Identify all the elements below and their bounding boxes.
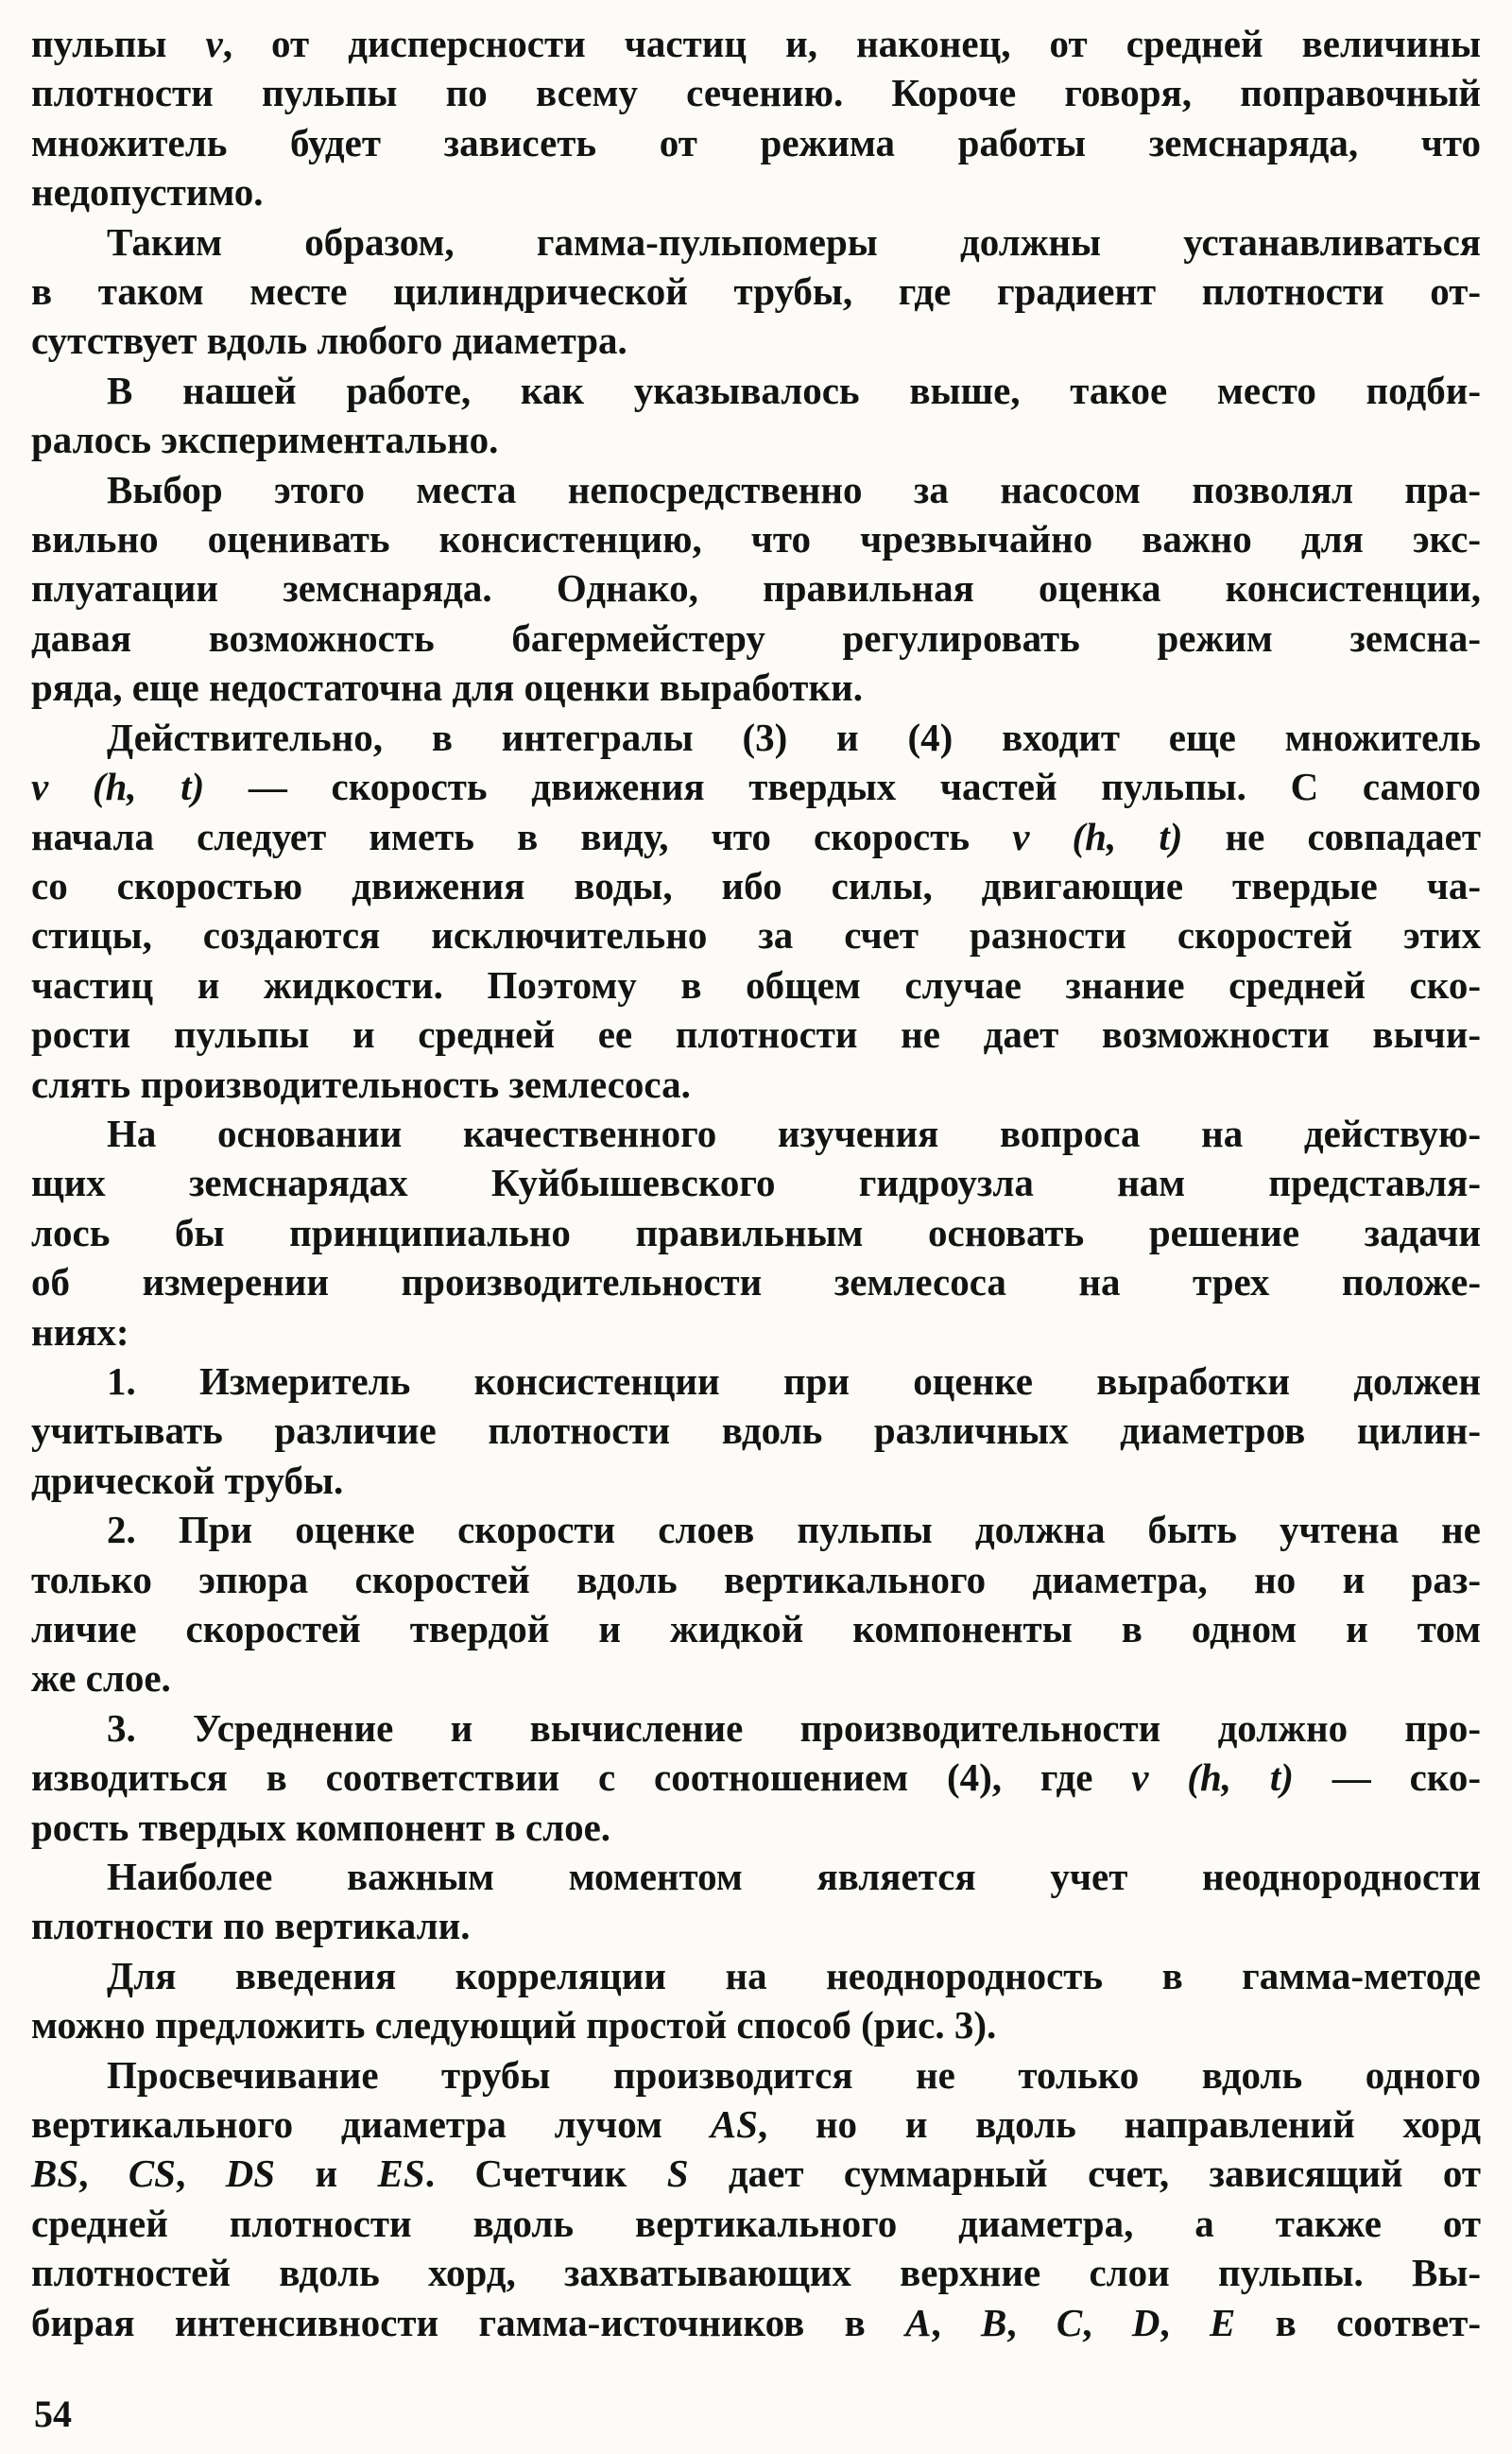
text-line: множитель будет зависеть от режима работы земснаряда, что [31, 120, 1481, 164]
italic-variable: D [1131, 2300, 1160, 2344]
paragraph [31, 19, 1481, 217]
text-line: 3. Усреднение и вычисление производительности должно про- [107, 1705, 1481, 1750]
text-line: рость твердых компонент в слое. [31, 1805, 611, 1849]
text-line: личие скоростей твердой и жидкой компоненты в одном и том [31, 1607, 1481, 1650]
italic-variable: ES [377, 2152, 425, 2196]
text-line: 2. При оценке скорости слоев пульпы должна быть учтена не [107, 1508, 1481, 1552]
text-line: вертикального диаметра лучом AS, но и вдоль направлений хорд [31, 2102, 1481, 2147]
paragraph [31, 713, 1481, 1109]
text-line: же слое. [31, 1656, 171, 1701]
paragraph [31, 2050, 1481, 2347]
text-line: Наиболее важным моментом является учет неоднородности [107, 1855, 1481, 1899]
text-line: Действительно, в интегралы (3) и (4) входит еще множитель [107, 715, 1481, 759]
text-line: только эпюра скоростей вдоль вертикального диаметра, но и раз- [31, 1557, 1481, 1601]
text-line: ралось экспериментально. [31, 418, 499, 462]
italic-variable: BS [31, 2152, 79, 2196]
italic-variable: C [1056, 2300, 1083, 2344]
paragraph [31, 217, 1481, 366]
text-line: бирая интенсивности гамма-источников в A, B, C, D, E в соответ- [31, 2300, 1482, 2344]
text-line: ниях: [31, 1309, 129, 1354]
text-line: ряда, еще недостаточна для оценки выработки. [31, 665, 863, 710]
text-line: Выбор этого места непосредственно за насосом позволял пра- [107, 467, 1481, 511]
paragraph [31, 1703, 1481, 1852]
text-line: изводиться в соответствии с соотношением (4), где v (h, t) — ско- [31, 1755, 1482, 1800]
italic-variable: E [1209, 2300, 1236, 2344]
text-line: в таком месте цилиндрической трубы, где градиент плотности от- [31, 269, 1481, 314]
text-line: начала следует иметь в виду, что скорость v (h, t) не совпадает [31, 814, 1481, 858]
text-line: давая возможность багермейстеру регулировать режим земсна- [31, 615, 1481, 660]
text-line: плотности по вертикали. [31, 1904, 471, 1948]
text-line: Для введения корреляции на неоднородность в гамма-методе [107, 1953, 1481, 1997]
text-line: В нашей работе, как указывалось выше, такое место подби- [107, 368, 1481, 412]
text-line: средней плотности вдоль вертикального диаметра, а также от [31, 2201, 1481, 2245]
text-line: Таким образом, гамма-пульпомеры должны устанавливаться [107, 219, 1481, 264]
text-line: лось бы принципиально правильным основать решение задачи [31, 1210, 1481, 1254]
paragraph [31, 1852, 1481, 1951]
text-line: можно предложить следующий простой способ (рис. 3). [31, 2003, 997, 2048]
text-line: щих земснарядах Куйбышевского гидроузла нам представля- [31, 1161, 1481, 1205]
italic-variable: B [980, 2300, 1007, 2344]
italic-variable: DS [225, 2152, 276, 2196]
paragraph [31, 1505, 1481, 1703]
italic-variable: v (h, t) [31, 765, 205, 809]
text-line: вильно оценивать консистенцию, что чрезвычайно важно для экс- [31, 517, 1481, 562]
paragraph [31, 1357, 1481, 1505]
text-line: плотности пульпы по всему сечению. Короче говоря, поправочный [31, 71, 1481, 115]
text-line: об измерении производительности землесоса на трех положе- [31, 1260, 1481, 1305]
text-line: 1. Измеритель консистенции при оценке выработки должен [107, 1358, 1481, 1403]
page-text [31, 19, 1481, 2347]
text-line: стицы, создаются исключительно за счет разности скоростей этих [31, 913, 1481, 958]
text-line: дрической трубы. [31, 1458, 344, 1502]
paragraph [31, 465, 1481, 713]
paragraph [31, 1109, 1481, 1357]
paragraph [31, 1951, 1481, 2050]
italic-variable: v (h, t) [1012, 814, 1183, 858]
text-line: рости пульпы и средней ее плотности не дает возможности вычи- [31, 1012, 1481, 1057]
text-line: слять производительность землесоса. [31, 1062, 691, 1106]
text-line: Просвечивание трубы производится не только вдоль одного [107, 2052, 1481, 2097]
text-line: недопустимо. [31, 170, 264, 215]
text-line: частиц и жидкости. Поэтому в общем случае знание средней ско- [31, 962, 1481, 1007]
text-line: На основании качественного изучения вопроса на действую- [107, 1111, 1481, 1155]
text-line: v (h, t) — скорость движения твердых частей пульпы. С самого [31, 765, 1482, 809]
paragraph [31, 366, 1481, 465]
italic-variable: v [205, 22, 223, 65]
text-line: со скоростью движения воды, ибо силы, двигающие твердые ча- [31, 863, 1481, 907]
text-line: BS, CS, DS и ES. Счетчик S дает суммарный счет, зависящий от [31, 2152, 1481, 2196]
italic-variable: CS [128, 2152, 176, 2196]
text-line: учитывать различие плотности вдоль различных диаметров цилин- [31, 1408, 1481, 1453]
text-line: плуатации земснаряда. Однако, правильная оценка консистенции, [31, 566, 1481, 611]
italic-variable: v (h, t) [1131, 1755, 1294, 1800]
italic-variable: S [666, 2152, 689, 2196]
italic-variable: AS [710, 2102, 758, 2147]
text-line: пульпы v, от дисперсности частиц и, наконец, от средней величины [31, 22, 1482, 65]
page-number: 54 [34, 2393, 72, 2435]
text-line: плотностей вдоль хорд, захватывающих верхние слои пульпы. Вы- [31, 2251, 1481, 2295]
text-line: сутствует вдоль любого диаметра. [31, 319, 627, 363]
italic-variable: A [905, 2300, 932, 2344]
